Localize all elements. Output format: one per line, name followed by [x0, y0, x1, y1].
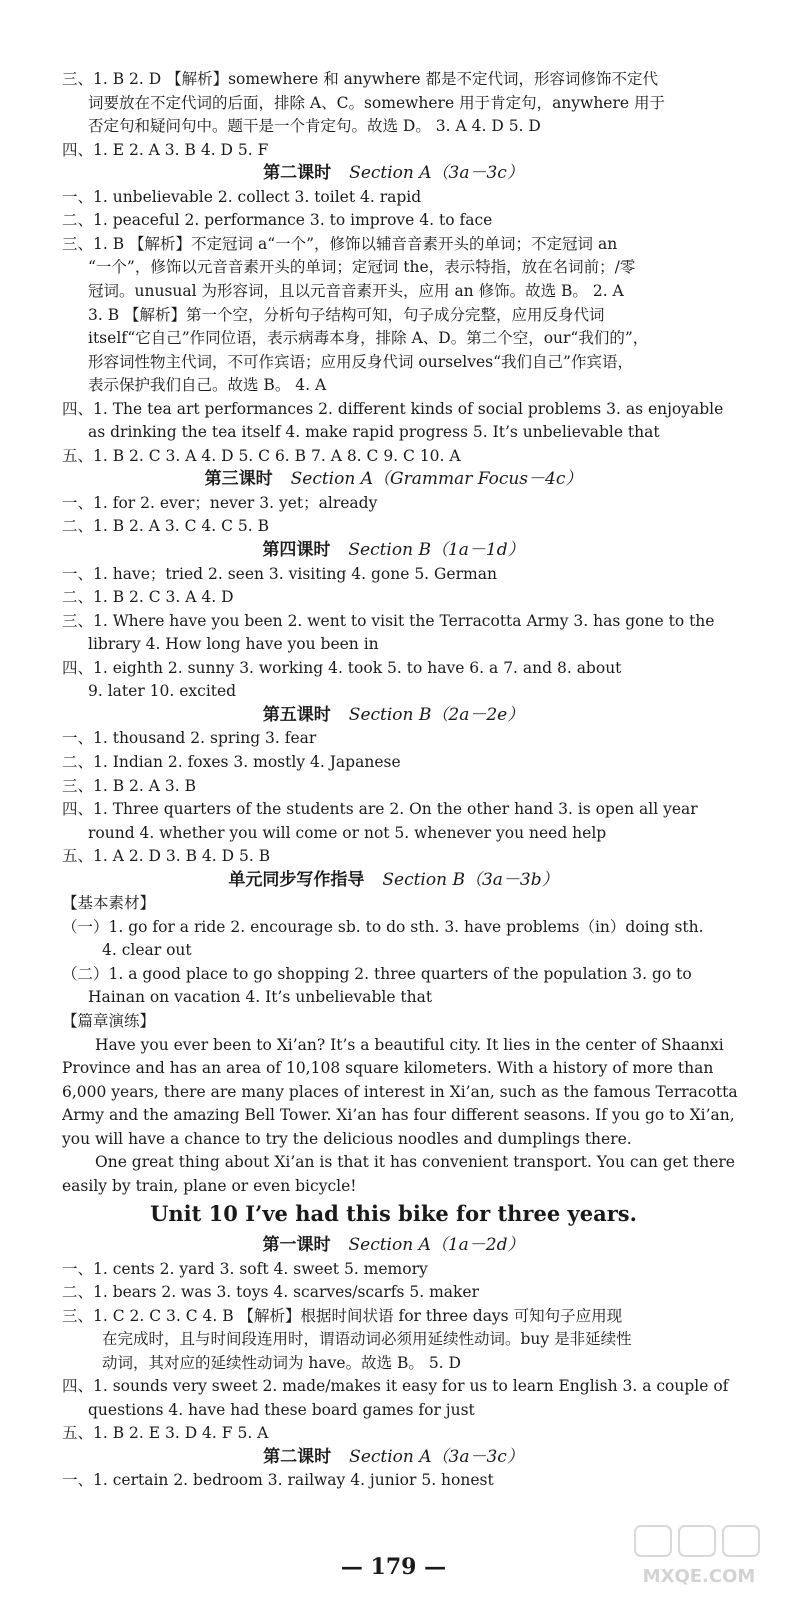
- answer-line: 四、1. sounds very sweet 2. made/makes it easy for us to learn English 3. a couple of: [62, 1377, 729, 1396]
- answer-line: 动词，其对应的延续性动词为 have。故选 B。 5. D: [102, 1353, 461, 1372]
- heading-section: Section A（1a－2d）: [348, 1234, 525, 1255]
- heading-section: Section A（3a－3c）: [349, 1446, 524, 1467]
- answer-line: 五、1. B 2. E 3. D 4. F 5. A: [62, 1424, 269, 1443]
- answer-line: easily by train, plane or even bicycle!: [62, 1176, 357, 1195]
- section-heading: [0, 867, 787, 893]
- page-number: — 179 —: [340, 1554, 447, 1580]
- answer-line: 4. clear out: [102, 941, 192, 960]
- heading-section: Section A（3a－3c）: [349, 163, 524, 184]
- answer-line: 一、1. certain 2. bedroom 3. railway 4. junior 5. honest: [62, 1471, 494, 1490]
- answer-line: 二、1. Indian 2. foxes 3. mostly 4. Japanese: [62, 752, 401, 771]
- answer-line: 词要放在不定代词的后面，排除 A、C。somewhere 用于肯定句，anywhere 用于: [88, 93, 665, 112]
- answer-line: 一、1. thousand 2. spring 3. fear: [62, 729, 317, 748]
- answer-line: “一个”，修饰以元音音素开头的单词；定冠词 the，表示特指，放在名词前；/零: [88, 258, 636, 277]
- answer-line: 三、1. B 2. A 3. B: [62, 776, 196, 795]
- unit-title: Unit 10 I’ve had this bike for three years.: [150, 1201, 637, 1227]
- answer-line: Have you ever been to Xi’an? It’s a beautiful city. It lies in the center of Shaanxi: [95, 1035, 724, 1054]
- answer-line: round 4. whether you will come or not 5. whenever you need help: [88, 823, 607, 842]
- answer-line: questions 4. have had these board games for just: [88, 1400, 475, 1419]
- answer-line: 二、1. B 2. A 3. C 4. C 5. B: [62, 517, 269, 536]
- answer-line: as drinking the tea itself 4. make rapid progress 5. It’s unbelievable that: [88, 423, 660, 442]
- heading-lesson: 第二课时: [263, 1446, 332, 1467]
- heading-lesson: 第四课时: [262, 540, 331, 560]
- section-heading: [0, 537, 787, 563]
- section-heading: [0, 1232, 787, 1258]
- heading-lesson: 第一课时: [262, 1234, 331, 1255]
- heading-lesson: 第二课时: [263, 163, 332, 184]
- section-heading: [0, 1444, 787, 1470]
- answer-line: 一、1. unbelievable 2. collect 3. toilet 4. rapid: [62, 187, 422, 206]
- answer-line: 四、1. The tea art performances 2. different kinds of social problems 3. as enjoyable: [62, 399, 724, 418]
- heading-lesson: 单元同步写作指导: [228, 869, 365, 890]
- answer-line: One great thing about Xi’an is that it has convenient transport. You can get there: [95, 1153, 735, 1172]
- answer-line: Army and the amazing Bell Tower. Xi’an has four different seasons. If you go to Xi’an,: [62, 1106, 735, 1125]
- answer-line: 三、1. Where have you been 2. went to visit the Terracotta Army 3. has gone to the: [62, 611, 715, 630]
- answer-line: 四、1. E 2. A 3. B 4. D 5. F: [62, 140, 269, 159]
- answer-line: 二、1. B 2. C 3. A 4. D: [62, 588, 234, 607]
- answer-line: 表示保护我们自己。故选 B。 4. A: [88, 376, 327, 395]
- answer-line: 6,000 years, there are many places of interest in Xi’an, such as the famous Terracotta: [62, 1082, 738, 1101]
- answer-line: 冠词。unusual 为形容词，且以元音音素开头，应用 an 修饰。故选 B。 2. A: [88, 281, 624, 300]
- answer-line: 形容词性物主代词，不可作宾语；应用反身代词 ourselves“我们自己”作宾语，: [88, 352, 633, 371]
- heading-section: Section B（2a－2e）: [348, 704, 525, 725]
- answer-line: Province and has an area of 10,108 square kilometers. With a history of more than: [62, 1059, 714, 1078]
- answer-line: library 4. How long have you been in: [88, 635, 379, 654]
- answer-line: itself“它自己”作同位语，表示病毒本身，排除 A、D。第二个空，our“我们的”，: [88, 329, 649, 348]
- answer-line: 四、1. Three quarters of the students are 2. On the other hand 3. is open all year: [62, 800, 698, 819]
- heading-section: Section A（Grammar Focus－4c）: [290, 469, 583, 490]
- watermark-text: MXQE.COM: [642, 1566, 756, 1587]
- answer-line: 在完成时，且与时间段连用时，谓语动词必须用延续性动词。buy 是非延续性: [102, 1330, 632, 1349]
- answer-line: 一、1. cents 2. yard 3. soft 4. sweet 5. memory: [62, 1259, 428, 1278]
- answer-line: 【篇章演练】: [62, 1012, 156, 1030]
- answer-line: 否定句和疑问句中。题干是一个肯定句。故选 D。 3. A 4. D 5. D: [88, 117, 541, 136]
- heading-lesson: 第五课时: [262, 704, 331, 725]
- section-heading: [0, 160, 787, 186]
- answer-line: Hainan on vacation 4. It’s unbelievable that: [88, 988, 433, 1007]
- answer-line: 二、1. bears 2. was 3. toys 4. scarves/scarfs 5. maker: [62, 1283, 480, 1302]
- section-heading: [0, 466, 787, 492]
- answer-line: 五、1. B 2. C 3. A 4. D 5. C 6. B 7. A 8. C 9. C 10. A: [62, 446, 461, 465]
- watermark-logo: [629, 1522, 769, 1592]
- answer-line: 四、1. eighth 2. sunny 3. working 4. took 5. to have 6. a 7. and 8. about: [62, 658, 622, 677]
- answer-line: 3. B 【解析】第一个空，分析句子结构可知，句子成分完整，应用反身代词: [88, 305, 605, 324]
- section-heading: [0, 702, 787, 728]
- answer-line: 二、1. peaceful 2. performance 3. to improve 4. to face: [62, 211, 493, 230]
- answer-line: （二）1. a good place to go shopping 2. three quarters of the population 3. go to: [62, 964, 692, 983]
- answer-line: 三、1. B 【解析】不定冠词 a“一个”，修饰以辅音音素开头的单词；不定冠词 an: [62, 234, 618, 253]
- heading-section: Section B（1a－1d）: [348, 540, 525, 560]
- heading-section: Section B（3a－3b）: [382, 869, 559, 890]
- answer-line: 一、1. have；tried 2. seen 3. visiting 4. gone 5. German: [62, 564, 497, 583]
- heading-lesson: 第三课时: [204, 469, 273, 490]
- answer-line: 三、1. C 2. C 3. C 4. B 【解析】根据时间状语 for three days 可知句子应用现: [62, 1306, 623, 1325]
- answer-line: 五、1. A 2. D 3. B 4. D 5. B: [62, 847, 271, 866]
- answer-line: 9. later 10. excited: [88, 682, 237, 701]
- answer-line: 三、1. B 2. D 【解析】somewhere 和 anywhere 都是不定代词，形容词修饰不定代: [62, 70, 659, 88]
- answer-line: you will have a chance to try the delicious noodles and dumplings there.: [62, 1129, 632, 1148]
- answer-line: 【基本素材】: [62, 894, 156, 913]
- answer-line: （一）1. go for a ride 2. encourage sb. to do sth. 3. have problems（in）doing sth.: [62, 917, 704, 936]
- answer-line: 一、1. for 2. ever；never 3. yet；already: [62, 493, 378, 512]
